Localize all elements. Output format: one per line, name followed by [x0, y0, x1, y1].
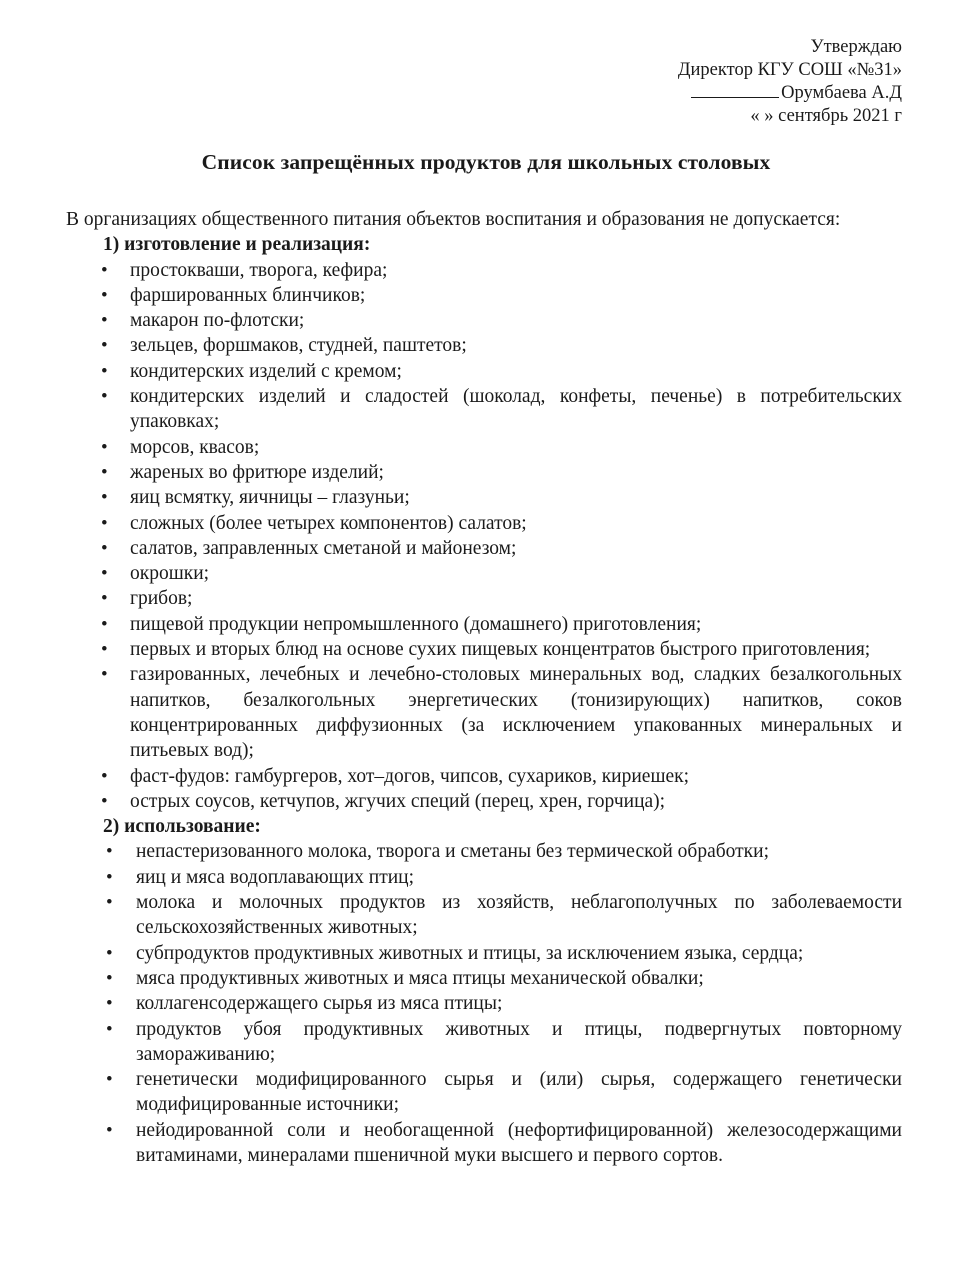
bullet-icon: •	[101, 613, 108, 635]
list-item	[66, 511, 902, 536]
list-item	[66, 435, 902, 460]
list-item	[66, 764, 902, 789]
list-item-text: фаст-фудов: гамбургеров, хот–догов, чипсов, сухариков, кириешек;	[130, 765, 690, 787]
list-item	[66, 865, 902, 890]
list-item	[66, 384, 902, 435]
section-2-list	[66, 839, 902, 1168]
list-item-text: кондитерских изделий и сладостей (шоколад, конфеты, печенье) в потребительских упаковках;	[130, 386, 902, 433]
section-2-heading: 2) использование:	[103, 816, 261, 838]
list-item	[66, 258, 902, 283]
section-1-heading: 1) изготовление и реализация:	[103, 234, 371, 256]
bullet-icon: •	[106, 866, 113, 888]
list-item	[66, 283, 902, 308]
bullet-icon: •	[101, 639, 108, 661]
list-item	[66, 460, 902, 485]
list-item-text: кондитерских изделий с кремом;	[130, 360, 402, 382]
list-item-text: нейодированной соли и необогащенной (нефортифицированной) железосодержащими витаминами, минералами пшеничной муки высшего и первого сортов.	[136, 1119, 902, 1166]
list-item-text: непастеризованного молока, творога и сметаны без термической обработки;	[136, 841, 769, 863]
bullet-icon: •	[101, 563, 108, 585]
list-item-text: генетически модифицированного сырья и (или) сырья, содержащего генетически модифицированные источники;	[136, 1069, 902, 1116]
bullet-icon: •	[101, 512, 108, 534]
bullet-icon: •	[106, 892, 113, 914]
list-item	[66, 839, 902, 864]
list-item-text: яиц и мяса водоплавающих птиц;	[136, 866, 415, 888]
approval-date: « » сентябрь 2021 г	[750, 106, 902, 126]
bullet-icon: •	[101, 360, 108, 382]
bullet-icon: •	[101, 537, 108, 559]
list-item-text: мяса продуктивных животных и мяса птицы механической обвалки;	[136, 967, 704, 989]
list-item	[66, 637, 902, 662]
document-body	[66, 207, 902, 1168]
list-item	[66, 333, 902, 358]
list-item	[66, 966, 902, 991]
approval-heading: Утверждаю	[810, 37, 902, 57]
list-item	[66, 991, 902, 1016]
list-item-text: фаршированных блинчиков;	[130, 284, 366, 306]
bullet-icon: •	[101, 461, 108, 483]
list-item-text: первых и вторых блюд на основе сухих пищевых концентратов быстрого приготовления;	[130, 639, 871, 661]
list-item-text: салатов, заправленных сметаной и майонезом;	[130, 537, 517, 559]
list-item-text: продуктов убоя продуктивных животных и птицы, подвергнутых повторному замораживанию;	[136, 1018, 902, 1065]
list-item	[66, 485, 902, 510]
list-item	[66, 662, 902, 763]
bullet-icon: •	[101, 664, 108, 686]
approval-signature-line	[678, 82, 902, 105]
list-item-text: субпродуктов продуктивных животных и птицы, за исключением языка, сердца;	[136, 942, 804, 964]
bullet-icon: •	[101, 386, 108, 408]
bullet-icon: •	[101, 487, 108, 509]
bullet-icon: •	[101, 765, 108, 787]
list-item	[66, 536, 902, 561]
list-item	[66, 561, 902, 586]
list-item	[66, 308, 902, 333]
list-item	[66, 612, 902, 637]
bullet-icon: •	[106, 1069, 113, 1091]
bullet-icon: •	[106, 1018, 113, 1040]
bullet-icon: •	[106, 942, 113, 964]
list-item-text: простокваши, творога, кефира;	[130, 259, 388, 281]
list-item	[66, 941, 902, 966]
document-title: Список запрещённых продуктов для школьных столовых	[201, 150, 771, 174]
list-item-text: молока и молочных продуктов из хозяйств, неблагополучных по заболеваемости сельскохозяйственных животных;	[136, 892, 902, 939]
list-item-text: острых соусов, кетчупов, жгучих специй (перец, хрен, горчица);	[130, 790, 666, 812]
list-item-text: сложных (более четырех компонентов) салатов;	[130, 512, 527, 534]
intro-paragraph: В организациях общественного питания объектов воспитания и образования не допускается:	[66, 209, 841, 230]
list-item	[66, 1067, 902, 1118]
list-item-text: окрошки;	[130, 563, 210, 585]
bullet-icon: •	[101, 436, 108, 458]
list-item-text: газированных, лечебных и лечебно-столовых минеральных вод, сладких безалкогольных напитков, безалкогольных энергетических (тонизирующих) напитков, соков концентрированных диффузионных (за исключением упакованных минеральных и питьевых вод);	[130, 664, 902, 762]
bullet-icon: •	[101, 310, 108, 332]
list-item-text: яиц всмятку, яичницы – глазуньи;	[130, 487, 410, 509]
list-item	[66, 1118, 902, 1169]
list-item	[66, 359, 902, 384]
bullet-icon: •	[101, 335, 108, 357]
list-item	[66, 1017, 902, 1068]
list-item-text: коллагенсодержащего сырья из мяса птицы;	[136, 993, 503, 1015]
bullet-icon: •	[101, 259, 108, 281]
signature-underline	[691, 82, 779, 98]
list-item	[66, 586, 902, 611]
bullet-icon: •	[106, 841, 113, 863]
list-item-text: жареных во фритюре изделий;	[130, 461, 384, 483]
section-1-list	[66, 258, 902, 815]
bullet-icon: •	[106, 1119, 113, 1141]
list-item	[66, 789, 902, 814]
list-item-text: зельцев, форшмаков, студней, паштетов;	[130, 335, 467, 357]
list-item	[66, 890, 902, 941]
list-item-text: пищевой продукции непромышленного (домашнего) приготовления;	[130, 613, 702, 635]
bullet-icon: •	[101, 588, 108, 610]
list-item-text: грибов;	[130, 588, 193, 610]
bullet-icon: •	[101, 790, 108, 812]
approval-director: Директор КГУ СОШ «№31»	[677, 60, 902, 80]
approval-block	[678, 36, 902, 128]
list-item-text: макарон по-флотски;	[130, 310, 305, 332]
bullet-icon: •	[101, 284, 108, 306]
bullet-icon: •	[106, 993, 113, 1015]
list-item-text: морсов, квасов;	[130, 436, 260, 458]
approval-name: Орумбаева А.Д	[781, 83, 902, 103]
bullet-icon: •	[106, 967, 113, 989]
